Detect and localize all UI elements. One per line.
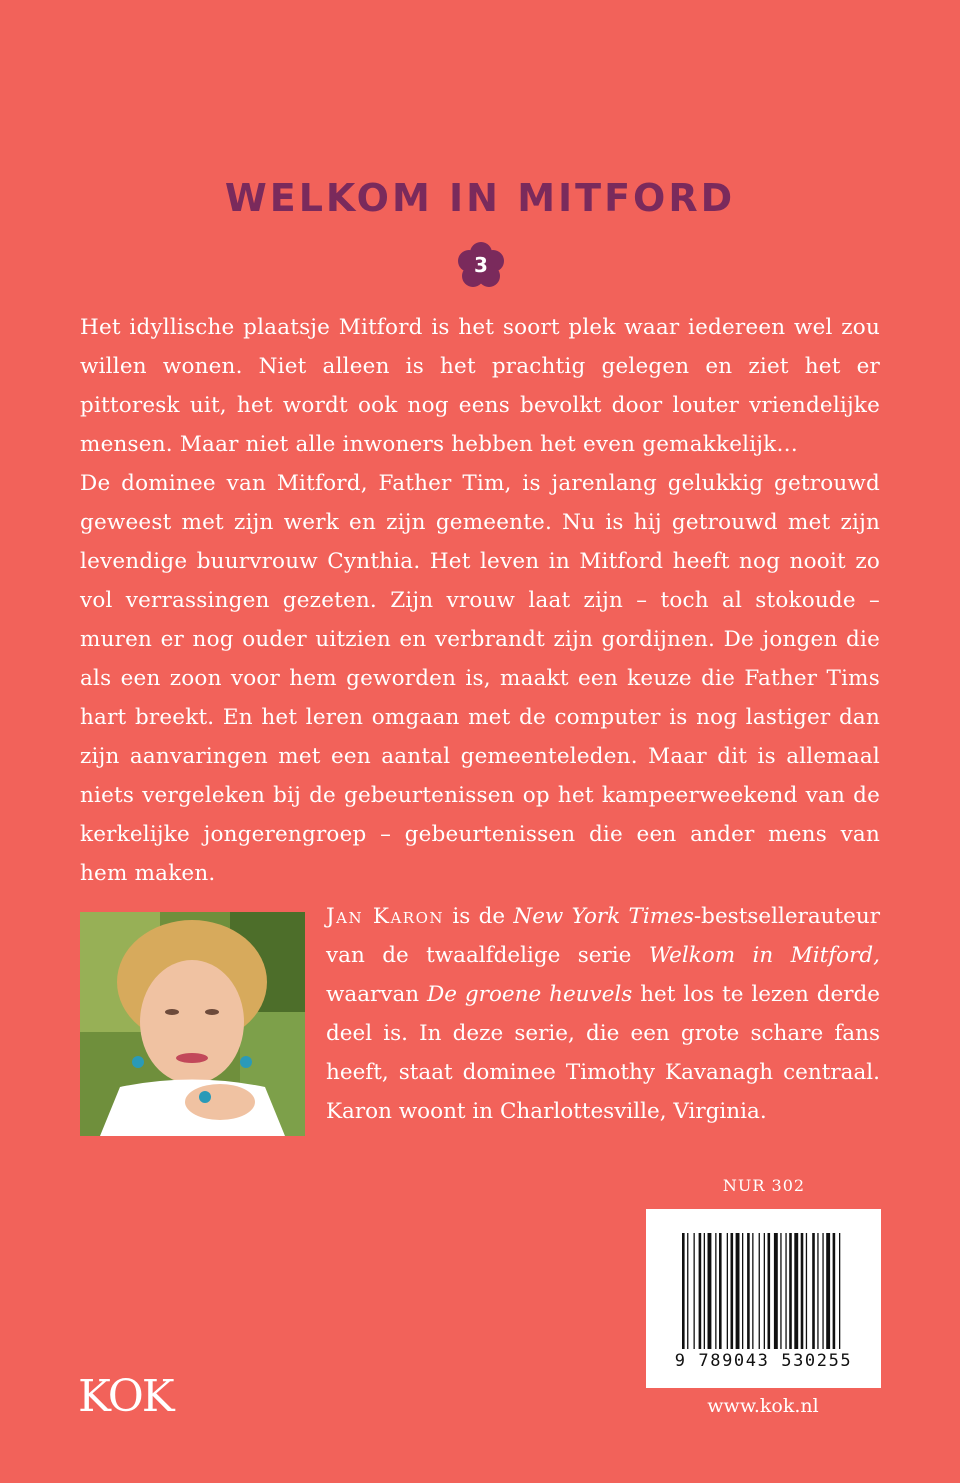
volume-number: 3 (474, 253, 488, 277)
bio-text: is de (444, 904, 514, 929)
isbn-barcode (646, 1209, 881, 1388)
author-photo (80, 912, 305, 1136)
volume-badge (455, 240, 507, 290)
publisher-website: www.kok.nl (707, 1395, 819, 1417)
blurb-paragraph-1: Het idyllische plaatsje Mitford is het soort plek waar iedereen wel zou willen wonen. Niet alleen is het prachtig gelegen en ziet het er pittoresk uit, het wordt ook nog eens bevolkt door louter vriendelijke mensen. Maar niet alle inwoners hebben het even gemakkelijk… (80, 315, 880, 457)
nur-code: NUR 302 (722, 1176, 806, 1195)
author-bio (326, 897, 880, 1131)
bio-text: het los te lezen derde deel is. In deze serie, die een grote schare fans heeft, staat dominee Timothy Kavanagh centraal. Karon woont in Charlottesville, Virginia. (326, 982, 880, 1124)
blurb-paragraph-2: De dominee van Mitford, Father Tim, is jarenlang gelukkig getrouwd geweest met zijn werk en zijn gemeente. Nu is hij getrouwd met zijn levendige buurvrouw Cynthia. Het leven in Mitford heeft nog nooit zo vol verrassingen gezeten. Zijn vrouw laat zijn – toch al stokoude – muren er nog ouder uitzien en verbrandt zijn gordijnen. De jongen die als een zoon voor hem geworden is, maakt een keuze die Father Tims hart breekt. En het leren omgaan met de computer is nog lastiger dan zijn aanvaringen met een aantal gemeenteleden. Maar dit is allemaal niets vergeleken bij de gebeurtenissen op het kampeerweekend van de kerkelijke jongerengroep – gebeurtenissen die een ander mens van hem maken. (80, 471, 880, 886)
bio-text: -bestsellerauteur van de twaalfdelige serie (326, 904, 881, 968)
book-title: De groene heuvels (427, 982, 633, 1007)
series-name: Welkom in Mitford, (648, 943, 880, 968)
series-title: WELKOM IN MITFORD (224, 176, 736, 220)
publisher-logo: KOK (78, 1371, 173, 1422)
back-cover-blurb (80, 308, 880, 893)
newspaper-name: New York Times (513, 904, 694, 929)
author-name: Jan Karon (326, 904, 445, 929)
bio-text: waarvan (326, 982, 428, 1007)
isbn-number: 9 789043 530255 (674, 1351, 853, 1371)
flower-badge-icon (455, 240, 507, 290)
